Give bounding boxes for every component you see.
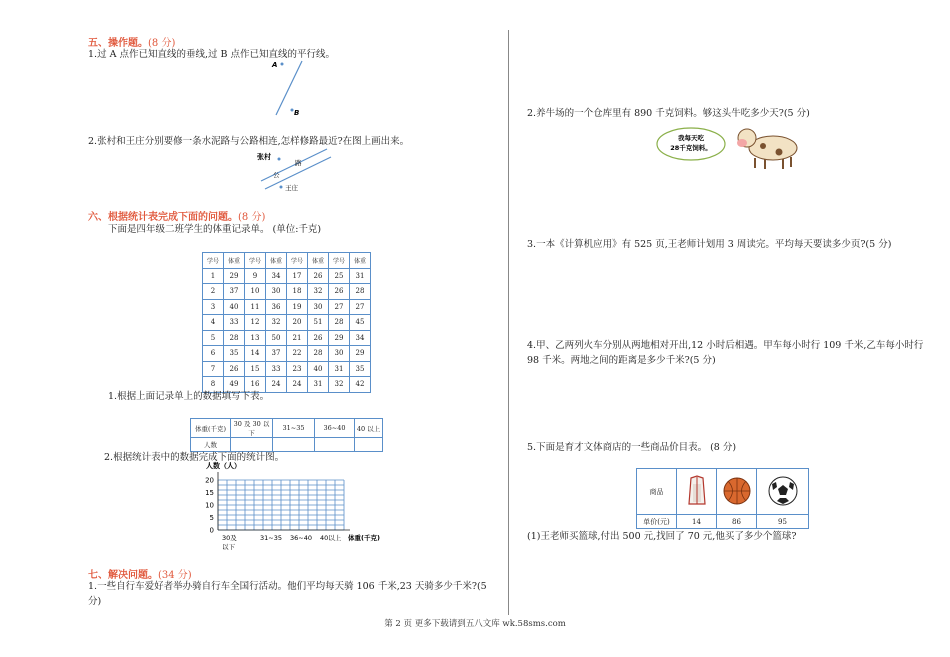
weight-cell: 34 — [350, 330, 371, 346]
question-3: 3.一本《计算机应用》有 525 页,王老师计划用 3 周读完。平均每天要读多少页?(5 分) — [527, 239, 892, 250]
weight-cell: 5 — [203, 330, 224, 346]
goods-label: 商品 — [637, 469, 677, 515]
weight-cell: 9 — [245, 268, 266, 284]
sports-shirt-icon — [685, 474, 709, 508]
weight-cell: 37 — [266, 346, 287, 362]
weight-cell: 29 — [350, 346, 371, 362]
chart-xlabel: 体重(千克) — [348, 534, 380, 542]
weight-cell: 32 — [329, 377, 350, 393]
weight-header-cell: 体重 — [350, 253, 371, 269]
weight-cell: 6 — [203, 346, 224, 362]
chart-ylabel: 人数（人） — [206, 462, 241, 470]
weight-record-table — [202, 252, 371, 393]
price-table — [636, 468, 809, 529]
weight-table-row — [203, 315, 371, 331]
weight-cell: 2 — [203, 284, 224, 300]
weight-cell: 7 — [203, 361, 224, 377]
weight-cell: 30 — [308, 299, 329, 315]
weight-cell: 35 — [224, 346, 245, 362]
cow-illustration — [655, 124, 805, 172]
weight-cell: 37 — [224, 284, 245, 300]
weight-cell: 27 — [350, 299, 371, 315]
price-goods-row — [637, 469, 809, 515]
weight-cell: 13 — [245, 330, 266, 346]
price-label: 单价(元) — [637, 515, 677, 529]
question-7-1: 1.一些自行车爱好者举办骑自行车全国行活动。他们平均每天骑 106 千米,23 天骑多少千米?(5 分) — [88, 581, 487, 607]
weight-cell: 28 — [224, 330, 245, 346]
weight-table-header-row — [203, 253, 371, 269]
weight-header-cell: 学号 — [287, 253, 308, 269]
question-5-1-sub: (1)王老师买篮球,付出 500 元,找回了 70 元,他买了多少个篮球? — [527, 531, 797, 542]
weight-cell: 36 — [266, 299, 287, 315]
weight-cell: 30 — [329, 346, 350, 362]
weight-cell: 33 — [224, 315, 245, 331]
weight-cell: 30 — [266, 284, 287, 300]
fill-blank-cell[interactable] — [355, 438, 383, 452]
question-6-2: 2.根据统计表中的数据完成下面的统计图。 — [104, 452, 285, 463]
question-5-2: 2.张村和王庄分别要修一条水泥路与公路相连,怎样修路最近?在图上画出来。 — [88, 136, 410, 147]
road-label-1: 公 — [273, 171, 280, 179]
weight-cell: 18 — [287, 284, 308, 300]
weight-header-cell: 体重 — [308, 253, 329, 269]
question-4: 4.甲、乙两列火车分别从两地相对开出,12 小时后相遇。甲车每小时行 109 千米,乙车每小时行 98 千米。两地之间的距离是多少千米?(5 分) — [527, 340, 924, 366]
fill-header-cell: 30 及 30 以下 — [231, 419, 273, 438]
question-5: 5.下面是育才文体商店的一些商品价目表。 (8 分) — [527, 442, 737, 453]
chart-ytick-label: 10 — [205, 501, 214, 510]
weight-header-cell: 体重 — [266, 253, 287, 269]
fill-row-label: 人数 — [191, 438, 231, 452]
weight-cell: 40 — [308, 361, 329, 377]
weight-cell: 19 — [287, 299, 308, 315]
weight-cell: 24 — [266, 377, 287, 393]
manor-label: 王庄 — [285, 184, 298, 192]
section-5-points: (8 分) — [148, 38, 176, 49]
weight-cell: 29 — [224, 268, 245, 284]
weight-cell: 22 — [287, 346, 308, 362]
fill-table-header-row — [191, 419, 383, 438]
weight-cell: 20 — [287, 315, 308, 331]
weight-cell: 24 — [287, 377, 308, 393]
weight-table-row — [203, 346, 371, 362]
weight-table-row — [203, 361, 371, 377]
fill-header-cell: 31~35 — [273, 419, 315, 438]
section-7-points: (34 分) — [158, 570, 192, 581]
weight-cell: 34 — [266, 268, 287, 284]
bubble-text-2: 28千克饲料。 — [670, 144, 712, 152]
weight-cell: 15 — [245, 361, 266, 377]
fill-header-cell: 36~40 — [315, 419, 355, 438]
weight-cell: 33 — [266, 361, 287, 377]
section-7-title: 七、解决问题。 — [88, 570, 158, 581]
weight-cell: 26 — [329, 284, 350, 300]
price-cell: 95 — [757, 515, 809, 529]
weight-table-row — [203, 268, 371, 284]
price-cell: 14 — [677, 515, 717, 529]
chart-xcat-label: 40以上 — [320, 534, 342, 542]
weight-cell: 26 — [308, 330, 329, 346]
price-cell: 86 — [717, 515, 757, 529]
fill-blank-cell[interactable] — [315, 438, 355, 452]
question-2: 2.养牛场的一个仓库里有 890 千克饲料。够这头牛吃多少天?(5 分) — [527, 108, 810, 119]
goods-cell-shirt — [677, 469, 717, 515]
chart-ytick-label: 20 — [205, 476, 214, 485]
weight-header-cell: 学号 — [245, 253, 266, 269]
weight-header-cell: 学号 — [203, 253, 224, 269]
weight-cell: 14 — [245, 346, 266, 362]
chart-xcat-label: 36~40 — [290, 534, 312, 542]
chart-ytick-label: 0 — [209, 526, 214, 535]
weight-cell: 35 — [350, 361, 371, 377]
weight-cell: 25 — [329, 268, 350, 284]
weight-table-row — [203, 284, 371, 300]
weight-cell: 23 — [287, 361, 308, 377]
weight-cell: 29 — [329, 330, 350, 346]
fill-in-table — [190, 418, 383, 452]
weight-cell: 11 — [245, 299, 266, 315]
chart-xcat-label: 31~35 — [260, 534, 282, 542]
goods-cell-football — [757, 469, 809, 515]
weight-cell: 16 — [245, 377, 266, 393]
chart-ytick-label: 5 — [209, 514, 214, 522]
weight-cell: 26 — [224, 361, 245, 377]
weight-table-row — [203, 299, 371, 315]
column-divider — [508, 30, 509, 615]
chart-xcat-label: 30及 — [222, 534, 237, 542]
weight-cell: 42 — [350, 377, 371, 393]
weight-cell: 8 — [203, 377, 224, 393]
weight-cell: 40 — [224, 299, 245, 315]
weight-cell: 45 — [350, 315, 371, 331]
weight-cell: 32 — [308, 284, 329, 300]
weight-cell: 26 — [308, 268, 329, 284]
fill-header-cell: 40 以上 — [355, 419, 383, 438]
weight-cell: 50 — [266, 330, 287, 346]
question-6-intro: 下面是四年级二班学生的体重记录单。 (单位:千克) — [108, 224, 322, 235]
section-6-points: (8 分) — [238, 212, 266, 223]
weight-cell: 17 — [287, 268, 308, 284]
section-5-title: 五、操作题。 — [88, 38, 148, 49]
weight-cell: 32 — [266, 315, 287, 331]
blank-bar-chart — [186, 460, 396, 555]
weight-cell: 31 — [350, 268, 371, 284]
weight-cell: 3 — [203, 299, 224, 315]
weight-cell: 21 — [287, 330, 308, 346]
perpendicular-figure — [260, 55, 320, 120]
weight-cell: 1 — [203, 268, 224, 284]
road-figure — [255, 145, 335, 195]
weight-cell: 49 — [224, 377, 245, 393]
point-a-label: A — [272, 61, 278, 69]
question-6-1: 1.根据上面记录单上的数据填写下表。 — [108, 391, 270, 402]
section-6-heading — [88, 208, 265, 223]
goods-cell-basketball — [717, 469, 757, 515]
section-6-title: 六、根据统计表完成下面的问题。 — [88, 212, 238, 223]
price-row — [637, 515, 809, 529]
weight-cell: 27 — [329, 299, 350, 315]
fill-header-cell: 体重(千克) — [191, 419, 231, 438]
weight-table-row — [203, 330, 371, 346]
page-footer: 第 2 页 更多下载请到五八文库 wk.58sms.com — [384, 619, 566, 629]
road-label-2: 路 — [295, 159, 302, 167]
weight-cell: 4 — [203, 315, 224, 331]
chart-xcat-label: 以下 — [222, 543, 235, 551]
question-5-1: 1.过 A 点作已知直线的垂线,过 B 点作已知直线的平行线。 — [88, 49, 336, 60]
point-b-label: B — [294, 109, 300, 117]
bubble-text-1: 我每天吃 — [678, 134, 704, 142]
weight-header-cell: 体重 — [224, 253, 245, 269]
football-icon — [766, 474, 800, 508]
weight-cell: 10 — [245, 284, 266, 300]
basketball-icon — [721, 475, 753, 507]
weight-cell: 31 — [308, 377, 329, 393]
weight-cell: 28 — [329, 315, 350, 331]
weight-cell: 28 — [308, 346, 329, 362]
weight-cell: 28 — [350, 284, 371, 300]
village-label: 张村 — [257, 153, 271, 161]
weight-cell: 12 — [245, 315, 266, 331]
weight-cell: 51 — [308, 315, 329, 331]
chart-ytick-label: 15 — [205, 489, 214, 497]
weight-cell: 31 — [329, 361, 350, 377]
weight-header-cell: 学号 — [329, 253, 350, 269]
